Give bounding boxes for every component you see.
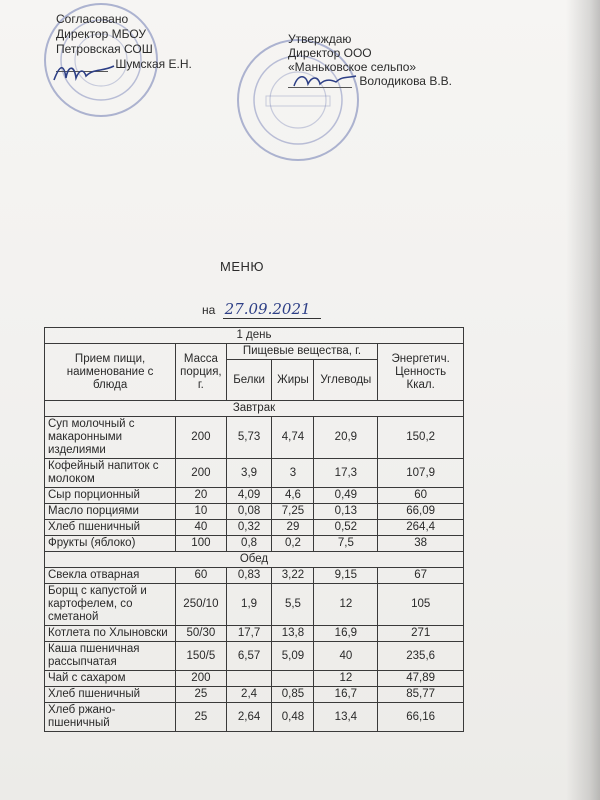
dish-fat bbox=[272, 671, 314, 687]
dish-mass: 20 bbox=[176, 488, 226, 504]
table-row bbox=[45, 584, 464, 626]
header-meal: Прием пищи, наименование с блюда bbox=[45, 344, 176, 401]
table-row bbox=[45, 504, 464, 520]
menu-table bbox=[44, 327, 464, 732]
dish-protein: 2,4 bbox=[226, 687, 272, 703]
dish-carbs: 40 bbox=[314, 642, 378, 671]
dish-fat: 0,2 bbox=[272, 536, 314, 552]
dish-protein bbox=[226, 671, 272, 687]
dish-protein: 0,32 bbox=[226, 520, 272, 536]
dish-name: Масло порциями bbox=[45, 504, 176, 520]
dish-mass: 60 bbox=[176, 568, 226, 584]
dish-name: Хлеб пшеничный bbox=[45, 520, 176, 536]
dish-name: Чай с сахаром bbox=[45, 671, 176, 687]
dish-carbs: 20,9 bbox=[314, 417, 378, 459]
date-prefix: на bbox=[202, 303, 216, 317]
dish-energy: 67 bbox=[378, 568, 464, 584]
dish-fat: 3 bbox=[272, 459, 314, 488]
dish-protein: 1,9 bbox=[226, 584, 272, 626]
dish-protein: 6,57 bbox=[226, 642, 272, 671]
dish-energy: 264,4 bbox=[378, 520, 464, 536]
section-breakfast-header: Завтрак bbox=[45, 401, 464, 417]
dish-energy: 105 bbox=[378, 584, 464, 626]
dish-fat: 4,6 bbox=[272, 488, 314, 504]
dish-protein: 0,8 bbox=[226, 536, 272, 552]
dish-name: Хлеб пшеничный bbox=[45, 687, 176, 703]
day-header: 1 день bbox=[45, 328, 464, 344]
dish-mass: 40 bbox=[176, 520, 226, 536]
table-row bbox=[45, 417, 464, 459]
dish-energy: 271 bbox=[378, 626, 464, 642]
dish-carbs: 16,9 bbox=[314, 626, 378, 642]
section-lunch-header: Обед bbox=[45, 552, 464, 568]
approval-left-signatory: Шумская Е.Н. bbox=[115, 57, 192, 71]
date-line bbox=[202, 300, 321, 319]
table-row bbox=[45, 488, 464, 504]
dish-carbs: 16,7 bbox=[314, 687, 378, 703]
dish-energy: 85,77 bbox=[378, 687, 464, 703]
dish-fat: 4,74 bbox=[272, 417, 314, 459]
dish-energy: 60 bbox=[378, 488, 464, 504]
dish-name: Суп молочный с макаронными изделиями bbox=[45, 417, 176, 459]
dish-carbs: 0,49 bbox=[314, 488, 378, 504]
dish-fat: 13,8 bbox=[272, 626, 314, 642]
table-row bbox=[45, 568, 464, 584]
dish-energy: 38 bbox=[378, 536, 464, 552]
dish-mass: 25 bbox=[176, 687, 226, 703]
dish-fat: 0,85 bbox=[272, 687, 314, 703]
dish-carbs: 12 bbox=[314, 671, 378, 687]
dish-energy: 107,9 bbox=[378, 459, 464, 488]
dish-carbs: 12 bbox=[314, 584, 378, 626]
dish-protein: 0,08 bbox=[226, 504, 272, 520]
header-energy: Энергетич. Ценность Ккал. bbox=[378, 344, 464, 401]
table-row bbox=[45, 626, 464, 642]
dish-name: Каша пшеничная рассыпчатая bbox=[45, 642, 176, 671]
handwritten-signature-right bbox=[290, 70, 360, 94]
approval-right-signatory: Володикова В.В. bbox=[359, 74, 452, 88]
dish-protein: 4,09 bbox=[226, 488, 272, 504]
dish-mass: 200 bbox=[176, 671, 226, 687]
dish-energy: 150,2 bbox=[378, 417, 464, 459]
approval-left-line2: Директор МБОУ bbox=[56, 27, 147, 41]
dish-mass: 100 bbox=[176, 536, 226, 552]
dish-name: Борщ с капустой и картофелем, со сметаной bbox=[45, 584, 176, 626]
date-value: 27.09.2021 bbox=[223, 300, 321, 319]
page-title: МЕНЮ bbox=[220, 259, 265, 274]
dish-name: Котлета по Хлыновски bbox=[45, 626, 176, 642]
approval-right-line3: «Маньковское сельпо» bbox=[288, 60, 417, 74]
dish-name: Фрукты (яблоко) bbox=[45, 536, 176, 552]
dish-protein: 3,9 bbox=[226, 459, 272, 488]
dish-carbs: 13,4 bbox=[314, 703, 378, 732]
dish-carbs: 17,3 bbox=[314, 459, 378, 488]
table-row bbox=[45, 703, 464, 732]
dish-fat: 0,48 bbox=[272, 703, 314, 732]
dish-fat: 3,22 bbox=[272, 568, 314, 584]
approval-left-line3: Петровская СОШ bbox=[56, 42, 153, 56]
dish-fat: 29 bbox=[272, 520, 314, 536]
header-protein: Белки bbox=[226, 360, 272, 401]
dish-carbs: 7,5 bbox=[314, 536, 378, 552]
page-edge-shadow bbox=[566, 0, 600, 800]
dish-protein: 2,64 bbox=[226, 703, 272, 732]
table-row bbox=[45, 642, 464, 671]
table-row bbox=[45, 459, 464, 488]
dish-energy: 47,89 bbox=[378, 671, 464, 687]
dish-protein: 17,7 bbox=[226, 626, 272, 642]
dish-mass: 150/5 bbox=[176, 642, 226, 671]
dish-name: Хлеб ржано-пшеничный bbox=[45, 703, 176, 732]
header-fat: Жиры bbox=[272, 360, 314, 401]
handwritten-signature-left bbox=[50, 58, 120, 88]
dish-carbs: 0,13 bbox=[314, 504, 378, 520]
dish-protein: 0,83 bbox=[226, 568, 272, 584]
header-nutrients: Пищевые вещества, г. bbox=[226, 344, 378, 360]
table-row bbox=[45, 520, 464, 536]
dish-energy: 66,16 bbox=[378, 703, 464, 732]
dish-mass: 200 bbox=[176, 459, 226, 488]
dish-fat: 7,25 bbox=[272, 504, 314, 520]
approval-right-line1: Утверждаю bbox=[288, 32, 352, 46]
approval-right-line2: Директор ООО bbox=[288, 46, 372, 60]
dish-name: Сыр порционный bbox=[45, 488, 176, 504]
dish-mass: 50/30 bbox=[176, 626, 226, 642]
dish-name: Кофейный напиток с молоком bbox=[45, 459, 176, 488]
approval-left-line1: Согласовано bbox=[56, 12, 129, 26]
dish-name: Свекла отварная bbox=[45, 568, 176, 584]
table-row bbox=[45, 536, 464, 552]
dish-protein: 5,73 bbox=[226, 417, 272, 459]
dish-mass: 25 bbox=[176, 703, 226, 732]
dish-carbs: 0,52 bbox=[314, 520, 378, 536]
dish-mass: 10 bbox=[176, 504, 226, 520]
dish-mass: 250/10 bbox=[176, 584, 226, 626]
dish-energy: 66,09 bbox=[378, 504, 464, 520]
header-mass: Масса порция, г. bbox=[176, 344, 226, 401]
dish-carbs: 9,15 bbox=[314, 568, 378, 584]
dish-fat: 5,09 bbox=[272, 642, 314, 671]
dish-fat: 5,5 bbox=[272, 584, 314, 626]
dish-energy: 235,6 bbox=[378, 642, 464, 671]
dish-mass: 200 bbox=[176, 417, 226, 459]
table-row bbox=[45, 687, 464, 703]
header-carbs: Углеводы bbox=[314, 360, 378, 401]
table-row bbox=[45, 671, 464, 687]
